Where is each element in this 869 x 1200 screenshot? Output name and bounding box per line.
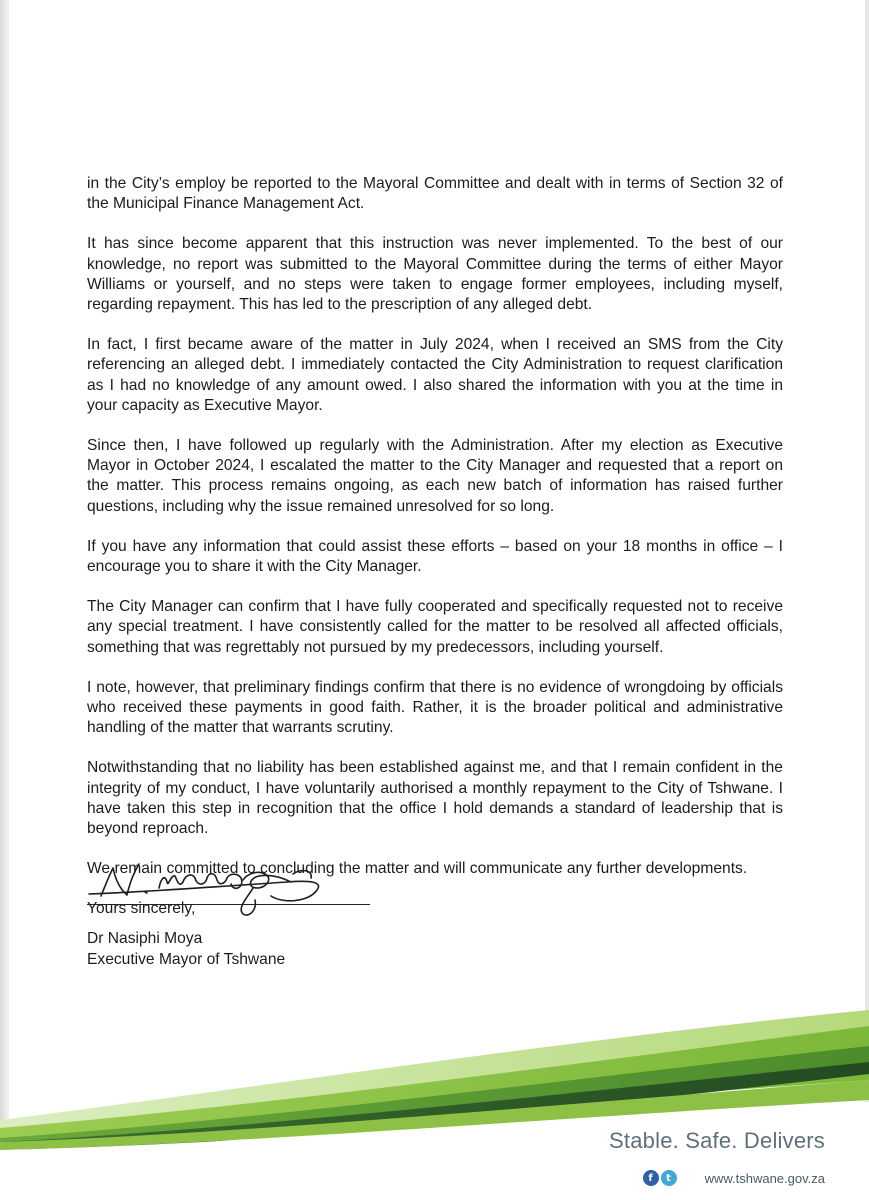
signatory-block <box>87 928 285 970</box>
letter-paragraph: The City Manager can confirm that I have fully cooperated and specifically requested not to receive any special treatment. I have consistently called for the matter to be resolved all affected officials, something that was regrettably not pursued by my predecessors, including yourself. <box>87 598 783 656</box>
letter-paragraph: in the City’s employ be reported to the Mayoral Committee and dealt with in terms of Section 32 of the Municipal Finance Management Act. <box>87 175 783 213</box>
signatory-name: Dr Nasiphi Moya <box>87 930 203 947</box>
website-link[interactable]: www.tshwane.gov.za <box>704 1170 825 1186</box>
letter-paragraph: Notwithstanding that no liability has been established against me, and that I remain confident in the integrity of my conduct, I have voluntarily authorised a monthly repayment to the City of Tshwane. I have taken this step in recognition that the office I hold demands a standard of leadership that is beyond reproach. <box>87 759 783 838</box>
letter-paragraph: It has since become apparent that this instruction was never implemented. To the best of our knowledge, no report was submitted to the Mayoral Committee during the terms of either Mayor Williams or yourself, and no steps were taken to engage former employees, including myself, regarding repayment. This has led to the prescription of any alleged debt. <box>87 235 783 314</box>
social-icons <box>643 1170 677 1186</box>
letter-paragraph: We remain committed to concluding the matter and will communicate any further developments. <box>87 860 748 878</box>
facebook-icon[interactable]: f <box>643 1170 659 1186</box>
signatory-title: Executive Mayor of Tshwane <box>87 951 286 968</box>
footer-contact-row <box>643 1170 825 1186</box>
handwritten-signature <box>87 848 377 918</box>
twitter-icon[interactable]: t <box>661 1170 677 1186</box>
letter-paragraph: In fact, I first became aware of the matter in July 2024, when I received an SMS from the City referencing an alleged debt. I immediately contacted the City Administration to request clarification as I had no knowledge of any amount owed. I also shared the information with you at the time in your capacity as Executive Mayor. <box>87 336 783 414</box>
footer-tagline: Stable. Safe. Delivers <box>609 1128 825 1153</box>
letter-paragraph: I note, however, that preliminary findings confirm that there is no evidence of wrongdoing by officials who received these payments in good faith. Rather, it is the broader political and administrative handling of the matter that warrants scrutiny. <box>87 678 783 737</box>
closing-salutation: Yours sincerely, <box>87 900 196 918</box>
letter-paragraph: Since then, I have followed up regularly with the Administration. After my election as Executive Mayor in October 2024, I escalated the matter to the City Manager and requested that a report on the matter. This process remains ongoing, as each new batch of information has raised further questions, including why the issue remained unresolved for so long. <box>87 437 783 515</box>
letter-paragraph: If you have any information that could assist these efforts – based on your 18 months in office – I encourage you to share it with the City Manager. <box>87 537 783 576</box>
signature-line <box>87 904 370 905</box>
letter-body <box>87 174 783 920</box>
